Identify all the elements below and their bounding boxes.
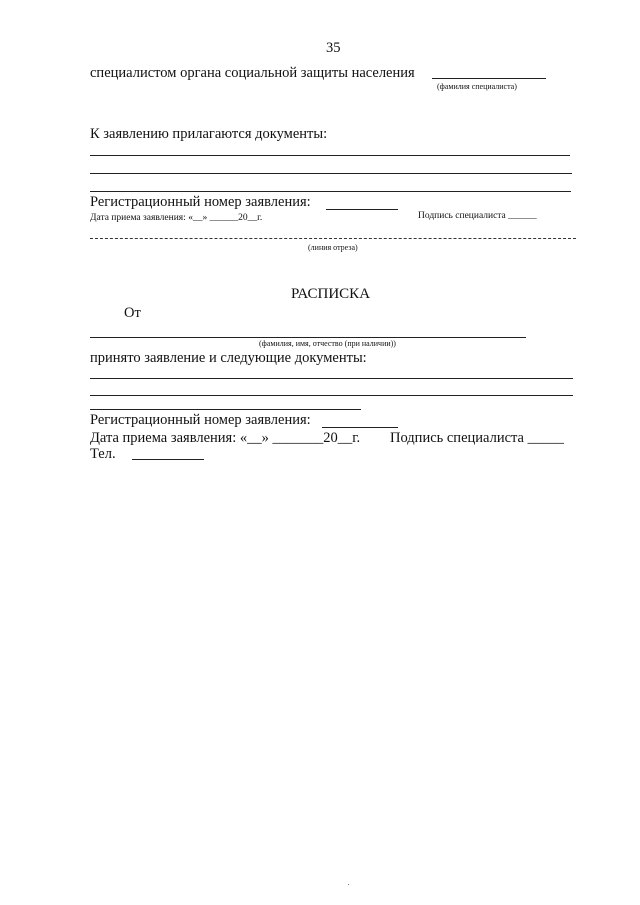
specialist-text: специалистом органа социальной защиты населения	[90, 65, 415, 81]
accepted-text: принято заявление и следующие документы:	[90, 350, 367, 366]
receipt-reg-number-blank	[322, 427, 398, 428]
scan-speck	[348, 884, 349, 885]
receipt-docs-line-2	[90, 395, 573, 396]
page-number: 35	[326, 40, 341, 56]
attachments-heading: К заявлению прилагаются документы:	[90, 126, 328, 142]
applicant-name-caption: (фамилия, имя, отчество (при наличии))	[259, 339, 396, 348]
receipt-signature-label: Подпись специалиста _____	[390, 430, 564, 446]
cut-line-caption: (линия отреза)	[308, 243, 358, 252]
reg-number-label: Регистрационный номер заявления:	[90, 194, 311, 210]
receipt-date-label: Дата приема заявления: «__» _______20__г.	[90, 430, 361, 446]
signature-label: Подпись специалиста ______	[418, 211, 537, 221]
receipt-title: РАСПИСКА	[291, 286, 371, 302]
phone-blank	[132, 459, 204, 460]
phone-label: Тел.	[90, 446, 116, 462]
attachments-line-2	[90, 173, 572, 174]
receipt-docs-line-1	[90, 378, 573, 379]
receipt-reg-number-label: Регистрационный номер заявления:	[90, 412, 311, 428]
attachments-line-1	[90, 155, 570, 156]
reg-number-blank	[326, 209, 398, 210]
receipt-docs-line-3	[90, 409, 361, 410]
from-label: От	[124, 305, 141, 321]
specialist-name-blank	[432, 78, 546, 79]
attachments-line-3	[90, 191, 571, 192]
specialist-caption: (фамилия специалиста)	[437, 82, 517, 91]
applicant-name-line	[90, 337, 526, 338]
date-received-label: Дата приема заявления: «__» ______20__г.	[90, 213, 263, 223]
cut-line	[90, 238, 576, 239]
